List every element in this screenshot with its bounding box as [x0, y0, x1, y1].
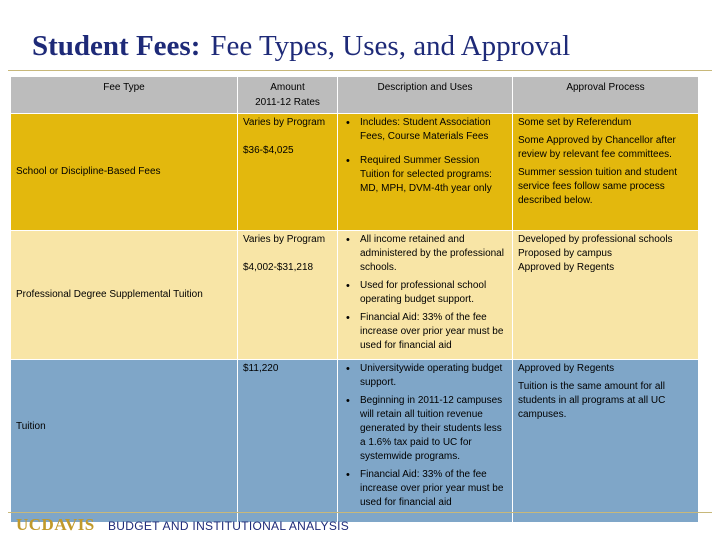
slide-title: [32, 30, 570, 63]
header-amount-line2: 2011-12 Rates: [255, 97, 320, 108]
description-bullet: • Universitywide operating budget support.: [343, 362, 507, 390]
bottom-divider: [8, 512, 712, 513]
approval-line: Approved by Regents: [518, 363, 615, 374]
approval-line: Tuition is the same amount for all students in all programs at all UC campuses.: [518, 381, 666, 420]
amount-line2: $4,002-$31,218: [243, 262, 314, 273]
approval-line: Summer session tuition and student service fees follow same process described below.: [518, 167, 677, 206]
fee-type-cell: School or Discipline-Based Fees: [11, 114, 238, 231]
header-description: Description and Uses: [338, 77, 513, 114]
amount-line1: Varies by Program: [243, 117, 326, 128]
header-amount-line1: Amount: [270, 82, 305, 93]
approval-line: Some Approved by Chancellor after review by relevant fee committees.: [518, 135, 676, 160]
header-fee-type: Fee Type: [11, 77, 238, 114]
header-approval: Approval Process: [513, 77, 699, 114]
description-bullet: • Financial Aid: 33% of the fee increase over prior year must be used for financial aid: [343, 468, 507, 510]
description-cell: [338, 360, 513, 523]
description-bullet: • Includes: Student Association Fees, Course Materials Fees: [343, 116, 507, 144]
description-bullet: • Used for professional school operating budget support.: [343, 279, 507, 307]
amount-cell: [238, 360, 338, 523]
fee-type-cell: Tuition: [11, 360, 238, 523]
title-rest: Fee Types, Uses, and Approval: [210, 30, 571, 62]
description-cell: [338, 114, 513, 231]
header-amount: [238, 77, 338, 114]
approval-line: Proposed by campus: [518, 248, 612, 259]
table-header-row: [11, 77, 699, 114]
fees-table: [10, 76, 699, 523]
department-name: BUDGET AND INSTITUTIONAL ANALYSIS: [108, 519, 350, 533]
top-divider: [8, 70, 712, 71]
amount-cell: [238, 231, 338, 360]
table-row: [11, 114, 699, 231]
description-bullet: • Financial Aid: 33% of the fee increase over prior year must be used for financial aid: [343, 311, 507, 353]
ucdavis-logo: UCDAVIS: [16, 515, 95, 534]
table-row: [11, 231, 699, 360]
amount-line1: Varies by Program: [243, 234, 326, 245]
description-bullet: • All income retained and administered by the professional schools.: [343, 233, 507, 275]
amount-line2: $36-$4,025: [243, 145, 294, 156]
amount-line1: $11,220: [243, 363, 279, 374]
table-row: [11, 360, 699, 523]
description-bullet: • Beginning in 2011-12 campuses will retain all tuition revenue generated by their students less a 1.6% tax paid to UC for systemwide programs.: [343, 394, 507, 464]
approval-cell: [513, 231, 699, 360]
approval-line: Developed by professional schools: [518, 234, 673, 245]
approval-cell: [513, 360, 699, 523]
description-cell: [338, 231, 513, 360]
title-bold: Student Fees:: [32, 30, 201, 62]
approval-cell: [513, 114, 699, 231]
approval-line: Approved by Regents: [518, 262, 615, 273]
description-bullet: • Required Summer Session Tuition for selected programs: MD, MPH, DVM-4th year only: [343, 154, 507, 196]
fee-type-cell: Professional Degree Supplemental Tuition: [11, 231, 238, 360]
amount-cell: [238, 114, 338, 231]
approval-line: Some set by Referendum: [518, 117, 632, 128]
